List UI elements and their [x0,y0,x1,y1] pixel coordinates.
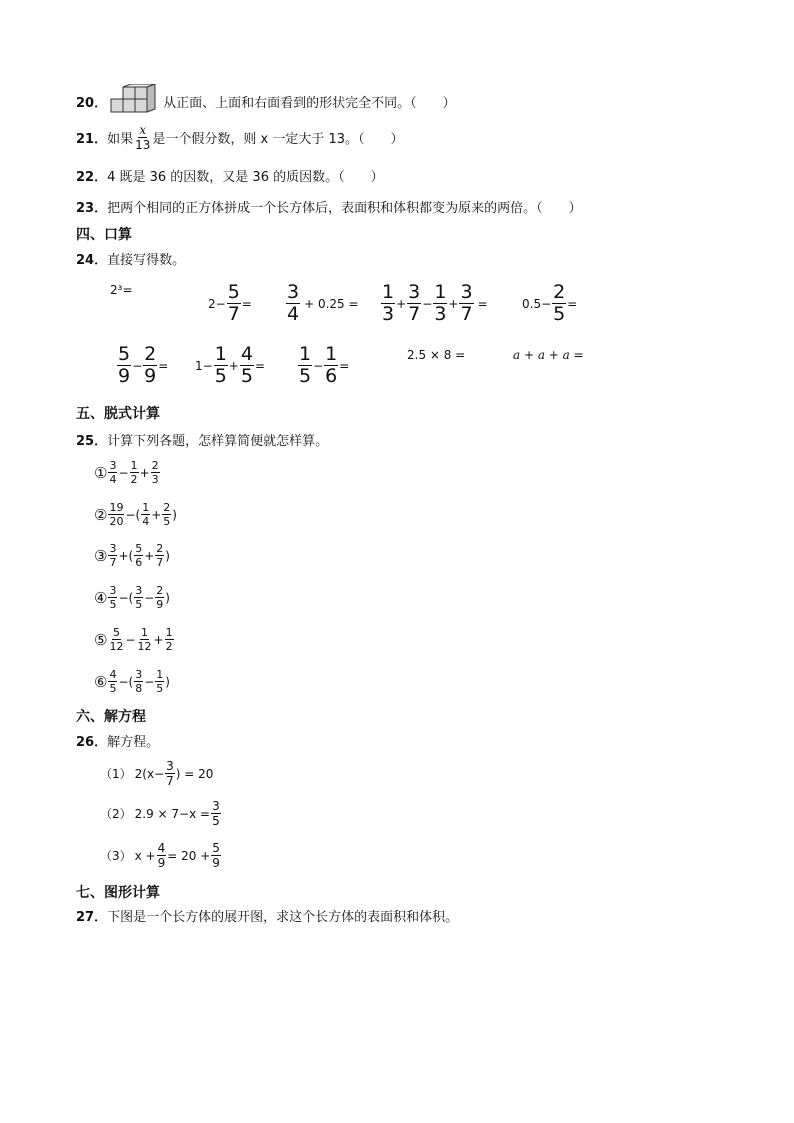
calc-item [94,585,170,610]
fraction [108,627,124,652]
expr-2 [208,283,252,324]
question-number: 24． [76,253,108,268]
expr-lead: 1− [195,358,213,373]
denominator: 12 [109,640,124,653]
question-number: 21． [76,132,108,147]
fraction [286,283,300,324]
numerator: 3 [135,668,143,681]
numerator: 1 [130,459,138,472]
denominator: 9 [157,856,166,870]
item-marker: ④ [94,588,108,607]
expr-3 [285,283,359,324]
fraction [165,627,174,652]
numerator: 2 [151,459,159,472]
fraction [459,283,473,324]
question-number: 23． [76,201,108,216]
numerator: 5 [135,542,143,555]
fraction [211,800,221,827]
calc-item [94,502,177,527]
denominator: 2 [130,473,138,486]
question-26 [76,731,159,750]
section-title: 四、口算 [76,227,132,243]
operator: + [139,465,150,480]
numerator: 1 [299,343,312,365]
operator: − [144,590,155,605]
question-text: 下图是一个长方体的展开图，求这个长方体的表面积和体积。 [107,910,459,925]
expr-tail: = [567,296,578,311]
equation-lead: 2.9 × 7−x = [134,806,211,821]
denominator: 5 [212,814,220,828]
fraction [552,283,566,324]
expr-8 [297,345,349,386]
denominator: 4 [142,515,150,528]
operator: +( [118,548,134,563]
numerator: 4 [157,841,166,855]
equation-lead: x + [134,848,156,863]
calc-item [94,627,175,652]
fraction [155,585,164,610]
fraction [108,543,117,568]
numerator: x [139,123,147,137]
expr-4 [380,283,488,324]
denominator: 9 [156,598,164,611]
operator: −( [118,674,134,689]
numerator: 5 [118,343,131,365]
operator: − [118,465,129,480]
fraction [298,345,312,386]
numerator: 2 [156,542,164,555]
operator: + [228,358,239,373]
expr-lead: 2− [208,296,226,311]
item-marker: ③ [94,546,108,565]
question-23 [76,197,582,216]
numerator: 3 [166,759,174,773]
fraction [130,460,139,485]
question-text-lead: 如果 [107,132,134,147]
operator: ) [172,507,177,522]
question-text: 把两个相同的正方体拼成一个长方体后，表面积和体积都变为原来的两倍。（ ） [107,201,582,216]
denominator: 20 [109,515,124,528]
denominator: 5 [299,365,312,387]
denominator: 7 [166,774,174,788]
operator: + [448,296,459,311]
fraction [165,760,175,787]
fraction [134,585,143,610]
equation-1 [100,760,213,787]
denominator: 9 [144,365,157,387]
equation-tail: ) = 20 [175,766,214,781]
numerator: 3 [109,542,117,555]
fraction [141,502,150,527]
denominator: 5 [109,682,117,695]
fraction [162,502,171,527]
equation-label: （3） [100,849,132,863]
numerator: 3 [460,281,473,303]
calc-item [94,543,170,568]
calc-item [94,669,170,694]
equation-label: （1） [100,767,132,781]
fraction [108,460,117,485]
numerator: 4 [109,668,117,681]
question-number: 20． [76,95,108,111]
question-text: 解方程。 [107,735,160,750]
operator: ) [165,590,170,605]
operator: − [422,296,433,311]
equation-3 [100,842,222,869]
numerator: 5 [212,841,220,855]
operator: −( [118,590,134,605]
equation-lead: 2(x− [134,766,165,781]
fraction [324,345,338,386]
fraction [134,543,143,568]
denominator: 7 [460,303,473,325]
denominator: 5 [163,515,171,528]
operator: + [396,296,407,311]
expr-tail: = [254,358,266,373]
denominator: 5 [214,365,227,387]
denominator: 5 [135,598,143,611]
denominator: 3 [434,303,447,325]
item-marker: ① [94,463,108,482]
operator: −( [125,507,141,522]
fraction [157,842,167,869]
fraction [407,283,421,324]
calc-item [94,460,161,485]
item-marker: ⑤ [94,630,108,649]
fraction [214,345,228,386]
operator: + [151,507,162,522]
denominator: 12 [137,640,152,653]
numerator: 2 [163,501,171,514]
expr-tail: = [339,358,350,373]
numerator: 1 [141,626,149,639]
operator: ) [165,548,170,563]
operator: ) [165,674,170,689]
denominator: 6 [325,365,338,387]
numerator: 3 [109,459,117,472]
fraction [108,669,117,694]
section-title: 六、解方程 [76,709,146,725]
fraction [240,345,254,386]
numerator: 3 [408,281,421,303]
fraction [381,283,395,324]
fraction [211,842,221,869]
equation-2 [100,800,222,827]
numerator: 4 [240,343,253,365]
denominator: 3 [382,303,395,325]
expr-9: 2.5 × 8 = [407,348,466,362]
expr-1: 2³= [110,283,133,297]
denominator: 7 [156,556,164,569]
question-number: 26． [76,735,108,750]
question-text: 从正面、上面和右面看到的形状完全不同。（ ） [163,95,456,111]
operator: + [144,548,155,563]
expr-lead: 0.5− [522,296,552,311]
question-text: 直接写得数。 [107,253,186,268]
denominator: 7 [109,556,117,569]
numerator: 1 [382,281,395,303]
operator: − [132,358,143,373]
denominator: 2 [165,640,173,653]
operator: − [313,358,324,373]
numerator: 2 [156,584,164,597]
denominator: 9 [212,856,220,870]
fraction [227,283,241,324]
numerator: 1 [434,281,447,303]
numerator: 1 [325,343,338,365]
operator: − [125,632,136,647]
section-title: 五、脱式计算 [76,406,160,422]
numerator: 5 [227,281,240,303]
equation-mid: = 20 + [167,848,211,863]
question-25 [76,430,328,449]
numerator: 1 [214,343,227,365]
question-number: 22． [76,170,108,185]
expr-6 [116,345,168,386]
denominator: 3 [151,473,159,486]
operator: + [153,632,164,647]
question-24 [76,249,185,268]
expr-tail: + 0.25 = [304,296,359,311]
numerator: 3 [287,281,300,303]
fraction [433,283,447,324]
expr-tail: = [158,358,169,373]
denominator: 4 [287,303,300,325]
denominator: 7 [227,303,240,325]
fraction [108,585,117,610]
denominator: 5 [240,365,253,387]
numerator: 2 [144,343,157,365]
denominator: 5 [156,682,164,695]
item-marker: ② [94,505,108,524]
denominator: 7 [408,303,421,325]
denominator: 5 [553,303,566,325]
denominator: 4 [109,473,117,486]
fraction [134,124,151,151]
numerator: 3 [109,584,117,597]
fraction [108,502,124,527]
expr-tail: = [241,296,252,311]
fraction [137,627,153,652]
operator: − [144,674,155,689]
denominator: 8 [135,682,143,695]
numerator: 1 [165,626,173,639]
numerator: 5 [112,626,120,639]
question-21 [76,124,404,151]
cube-stack-icon [109,84,159,118]
fraction [155,543,164,568]
numerator: 1 [142,501,150,514]
denominator: 6 [135,556,143,569]
question-22 [76,166,384,185]
question-text: 计算下列各题，怎样算简便就怎样算。 [107,434,329,449]
numerator: 3 [135,584,143,597]
denominator: 9 [118,365,131,387]
fraction [151,460,160,485]
denominator: 13 [135,138,151,152]
section-title: 七、图形计算 [76,885,160,901]
question-number: 27． [76,910,108,925]
numerator: 2 [553,281,566,303]
question-20 [76,84,456,118]
question-text: 4 既是 36 的因数，又是 36 的质因数。（ ） [107,170,384,185]
question-text: 是一个假分数，则 x 一定大于 13。（ ） [152,132,404,147]
item-marker: ⑥ [94,672,108,691]
numerator: 3 [212,799,220,813]
expr-7 [195,345,265,386]
fraction [134,669,143,694]
question-27 [76,906,458,925]
fraction [155,669,164,694]
expr-10: a + a + a = [513,348,584,362]
expr-5 [522,283,577,324]
equation-label: （2） [100,807,132,821]
question-number: 25． [76,434,108,449]
fraction [143,345,157,386]
numerator: 1 [156,668,164,681]
fraction [117,345,131,386]
expr-tail: = [477,296,488,311]
denominator: 5 [109,598,117,611]
numerator: 19 [109,501,124,514]
